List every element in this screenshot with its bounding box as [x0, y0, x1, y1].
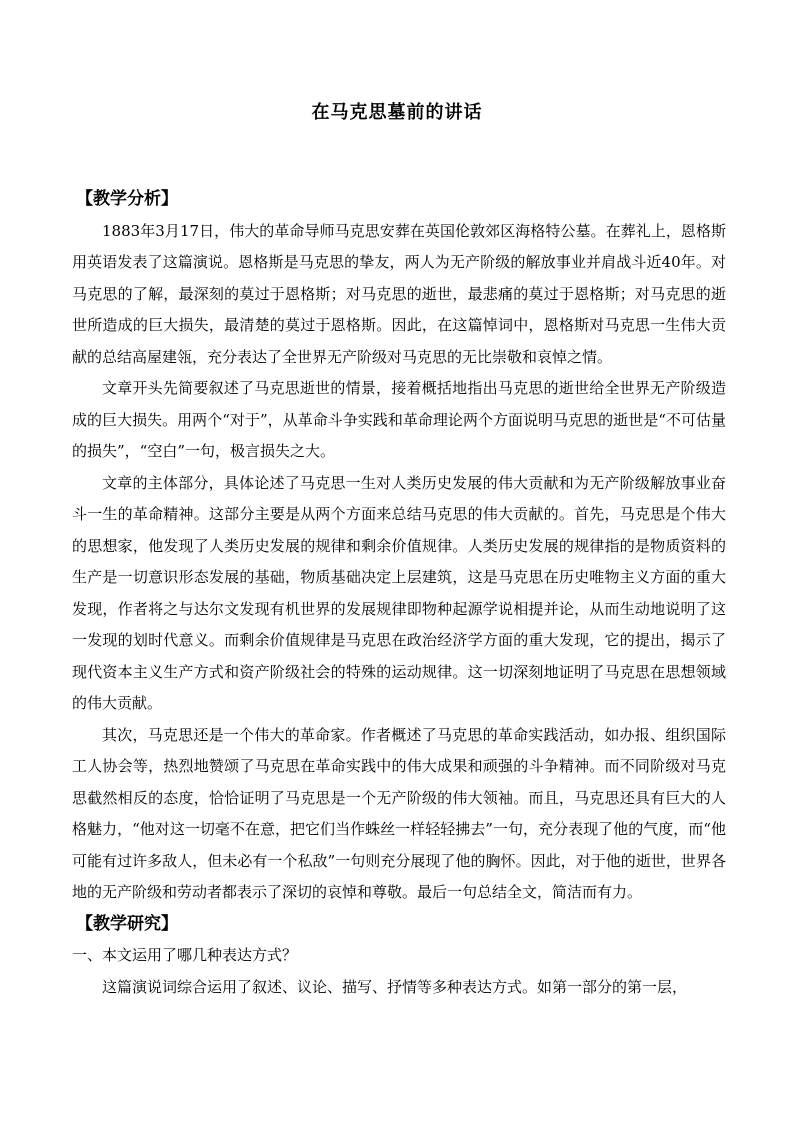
- paragraph-3: 文章的主体部分，具体论述了马克思一生对人类历史发展的伟大贡献和为无产阶级解放事业奋斗一生的革命精神。这部分主要是从两个方面来总结马克思的伟大贡献的。首先，马克思是个伟大的思想家，他发现了人类历史发展的规律和剩余价值规律。人类历史发展的规律指的是物质资料的生产是一切意识形态发展的基础，物质基础决定上层建筑，这是马克思在历史唯物主义方面的重大发现，作者将之与达尔文发现有机世界的发展规律即物种起源学说相提并论，从而生动地说明了这一发现的划时代意义。而剩余价值规律是马克思在政治经济学方面的重大发现，它的提出，揭示了现代资本主义生产方式和资产阶级社会的特殊的运动规律。这一切深刻地证明了马克思在思想领域的伟大贡献。: [72, 473, 726, 712]
- document-title: 在马克思墓前的讲话: [311, 102, 483, 123]
- paragraph-2: 文章开头先简要叙述了马克思逝世的情景，接着概括地指出马克思的逝世给全世界无产阶级造成的巨大损失。用两个“对于”，从革命斗争实践和革命理论两个方面说明马克思的逝世是“不可估量的损失”，“空白”一句，极言损失之大。: [72, 379, 726, 460]
- paragraph-4: 其次，马克思还是一个伟大的革命家。作者概述了马克思的革命实践活动，如办报、组织国际工人协会等，热烈地赞颂了马克思在革命实践中的伟大成果和顽强的斗争精神。而不同阶级对马克思截然相反的态度，恰恰证明了马克思是一个无产阶级的伟大领袖。而且，马克思还具有巨大的人格魅力，“他对这一切毫不在意，把它们当作蛛丝一样轻轻拂去”一句，充分表现了他的气度，而“他可能有过许多敌人，但未必有一个私敌”一句则充分展现了他的胸怀。因此，对于他的逝世，世界各地的无产阶级和劳动者都表示了深切的哀悼和尊敬。最后一句总结全文，简洁而有力。: [72, 725, 726, 901]
- section-heading-analysis: 【教学分析】: [76, 189, 178, 209]
- document-body: [72, 184, 726, 1003]
- question-1: 一、本文运用了哪几种表达方式？: [72, 946, 298, 964]
- paragraph-1: 1883年3月17日，伟大的革命导师马克思安葬在英国伦敦郊区海格特公墓。在葬礼上，恩格斯用英语发表了这篇演说。恩格斯是马克思的挚友，两人为无产阶级的解放事业并肩战斗近40年。对马克思的了解，最深刻的莫过于恩格斯；对马克思的逝世，最悲痛的莫过于恩格斯；对马克思的逝世所造成的巨大损失，最清楚的莫过于恩格斯。因此，在这篇悼词中，恩格斯对马克思一生伟大贡献的总结高屋建瓴，充分表达了全世界无产阶级对马克思的无比崇敬和哀悼之情。: [72, 221, 726, 366]
- answer-1: 这篇演说词综合运用了叙述、议论、描写、抒情等多种表达方式。如第一部分的第一层，: [102, 977, 688, 996]
- section-heading-research: 【教学研究】: [76, 913, 178, 934]
